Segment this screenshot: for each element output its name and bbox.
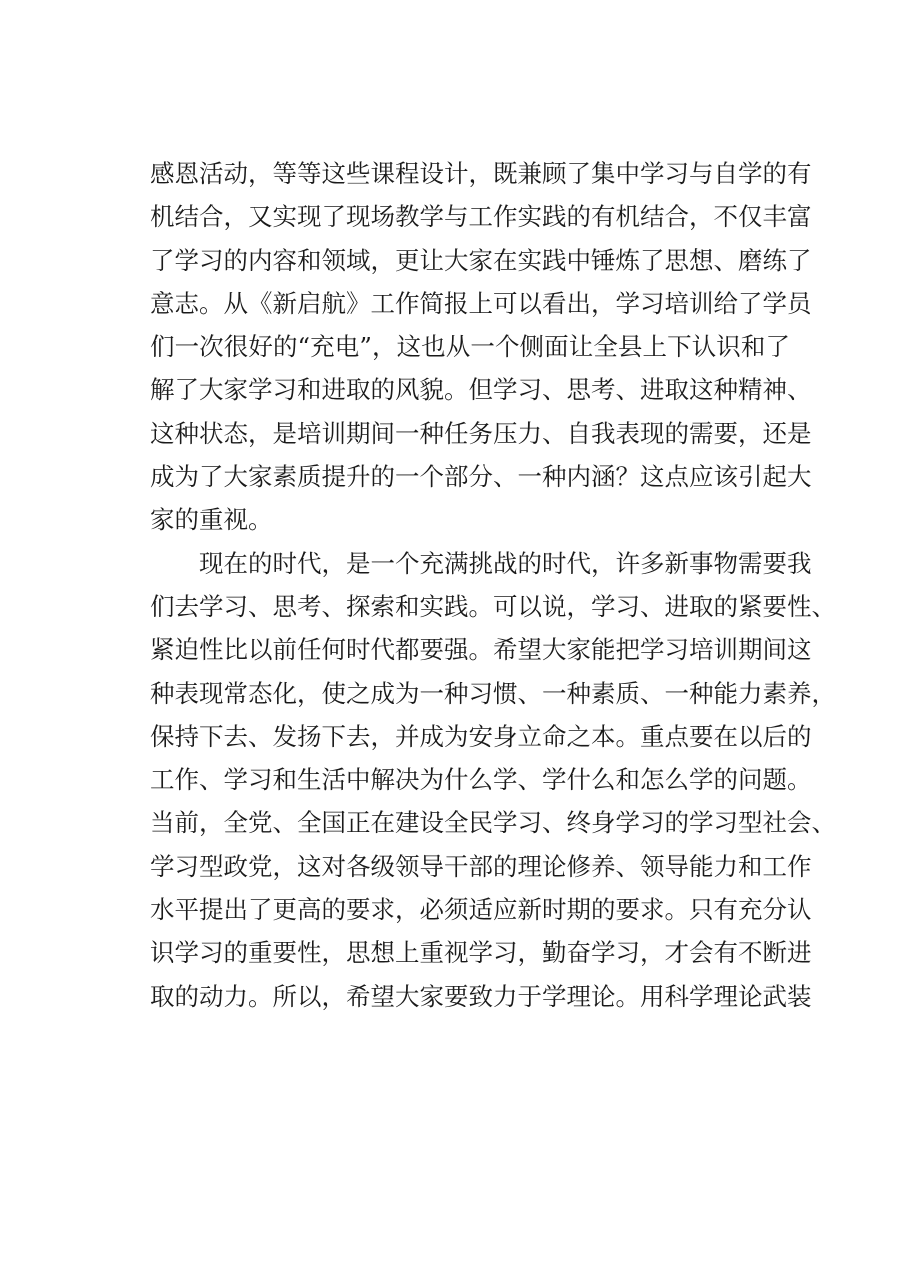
- text-line: 取的动力。所以，希望大家要致力于学理论。用科学理论武装: [150, 981, 812, 1011]
- text-line: 保持下去、发扬下去，并成为安身立命之本。重点要在以后的: [150, 721, 812, 751]
- paragraph-1: [150, 152, 812, 542]
- text-line: 工作、学习和生活中解决为什么学、学什么和怎么学的问题。: [150, 765, 812, 795]
- text-line: 家的重视。: [150, 505, 273, 535]
- text-line: 意志。从《新启航》工作简报上可以看出，学习培训给了学员: [150, 288, 812, 318]
- text-line: 学习型政党，这对各级领导干部的理论修养、领导能力和工作: [150, 851, 812, 881]
- text-line: 成为了大家素质提升的一个部分、一种内涵？这点应该引起大: [150, 462, 812, 492]
- text-line: 了学习的内容和领域，更让大家在实践中锤炼了思想、磨练了: [150, 245, 812, 275]
- text-line: 们一次很好的“充电”，这也从一个侧面让全县上下认识和了: [150, 332, 790, 362]
- text-line: 种表现常态化，使之成为一种习惯、一种素质、一种能力素养，: [150, 678, 836, 708]
- text-line: 们去学习、思考、探索和实践。可以说，学习、进取的紧要性、: [150, 591, 836, 621]
- text-line: 感恩活动，等等这些课程设计，既兼顾了集中学习与自学的有: [150, 159, 812, 188]
- text-line: 解了大家学习和进取的风貌。但学习、思考、进取这种精神、: [150, 375, 812, 405]
- paragraph-2: [150, 542, 836, 1018]
- text-line: 机结合，又实现了现场教学与工作实践的有机结合，不仅丰富: [150, 202, 812, 232]
- text-line: 水平提出了更高的要求，必须适应新时期的要求。只有充分认: [150, 895, 812, 925]
- text-line: 识学习的重要性，思想上重视学习，勤奋学习，才会有不断进: [150, 938, 812, 968]
- text-line: 当前，全党、全国正在建设全民学习、终身学习的学习型社会、: [150, 808, 836, 838]
- text-line: 紧迫性比以前任何时代都要强。希望大家能把学习培训期间这: [150, 635, 812, 665]
- text-line: 现在的时代，是一个充满挑战的时代，许多新事物需要我: [199, 548, 812, 578]
- body-text: [150, 152, 836, 1018]
- text-line: 这种状态，是培训期间一种任务压力、自我表现的需要，还是: [150, 418, 812, 448]
